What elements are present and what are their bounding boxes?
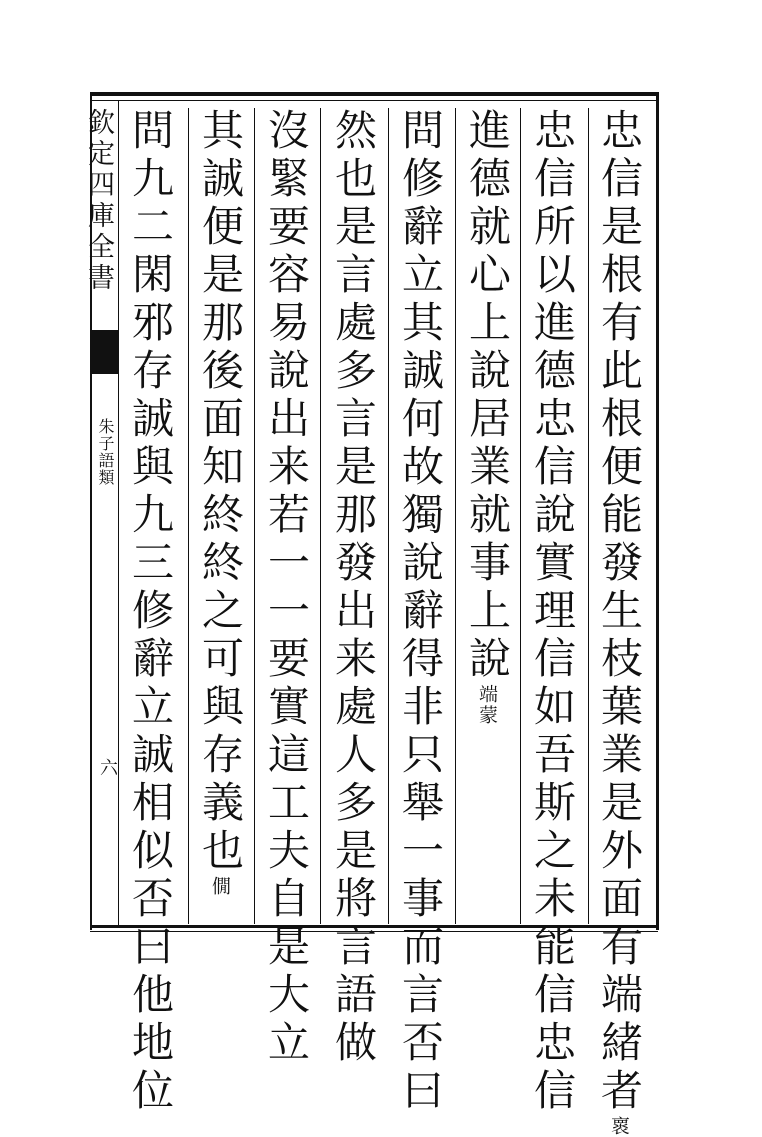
text-column-4	[396, 108, 445, 1116]
column-divider	[254, 108, 255, 924]
column-divider	[455, 108, 456, 924]
text-column-3	[463, 108, 512, 726]
top-border-inner	[90, 100, 658, 101]
text-column-7	[196, 108, 245, 897]
right-border	[656, 92, 659, 930]
column-text: 忠信是根有此根便能發生枝葉業是外面有端緒者	[595, 108, 644, 1116]
column-divider	[588, 108, 589, 924]
column-text: 然也是言處多言是那發出来處人多是將言語做	[329, 108, 378, 1068]
attribution-note: 褱	[608, 1116, 630, 1137]
book-title: 欽定四庫全書	[83, 108, 114, 294]
column-text: 進德就心上說居業就事上說	[463, 108, 512, 684]
text-column-8	[126, 108, 175, 1116]
column-divider	[388, 108, 389, 924]
column-text: 忠信所以進德忠信說實理信如吾斯之未能信忠信	[528, 108, 577, 1116]
attribution-note: 僩	[209, 876, 231, 897]
text-column-2	[528, 108, 577, 1116]
column-text: 問修辭立其誠何故獨說辭得非只舉一事而言否曰	[396, 108, 445, 1116]
text-column-1	[595, 108, 644, 1137]
top-border	[90, 92, 658, 96]
column-divider	[320, 108, 321, 924]
column-text: 問九二閑邪存誠與九三修辭立誠相似否曰他地位	[126, 108, 175, 1116]
column-text: 沒緊要容易說出来若一一要實這工夫自是大立	[262, 108, 311, 1068]
fishtail-mark	[92, 330, 118, 374]
column-divider	[520, 108, 521, 924]
attribution-note: 端蒙	[476, 684, 498, 726]
page-number: 六	[97, 758, 118, 776]
column-text: 其誠便是那後面知終終之可與存義也	[196, 108, 245, 876]
text-column-5	[329, 108, 378, 1068]
margin-divider	[118, 100, 119, 926]
text-column-6	[262, 108, 311, 1068]
column-divider	[188, 108, 189, 924]
chapter-title: 朱子語類	[96, 418, 115, 486]
